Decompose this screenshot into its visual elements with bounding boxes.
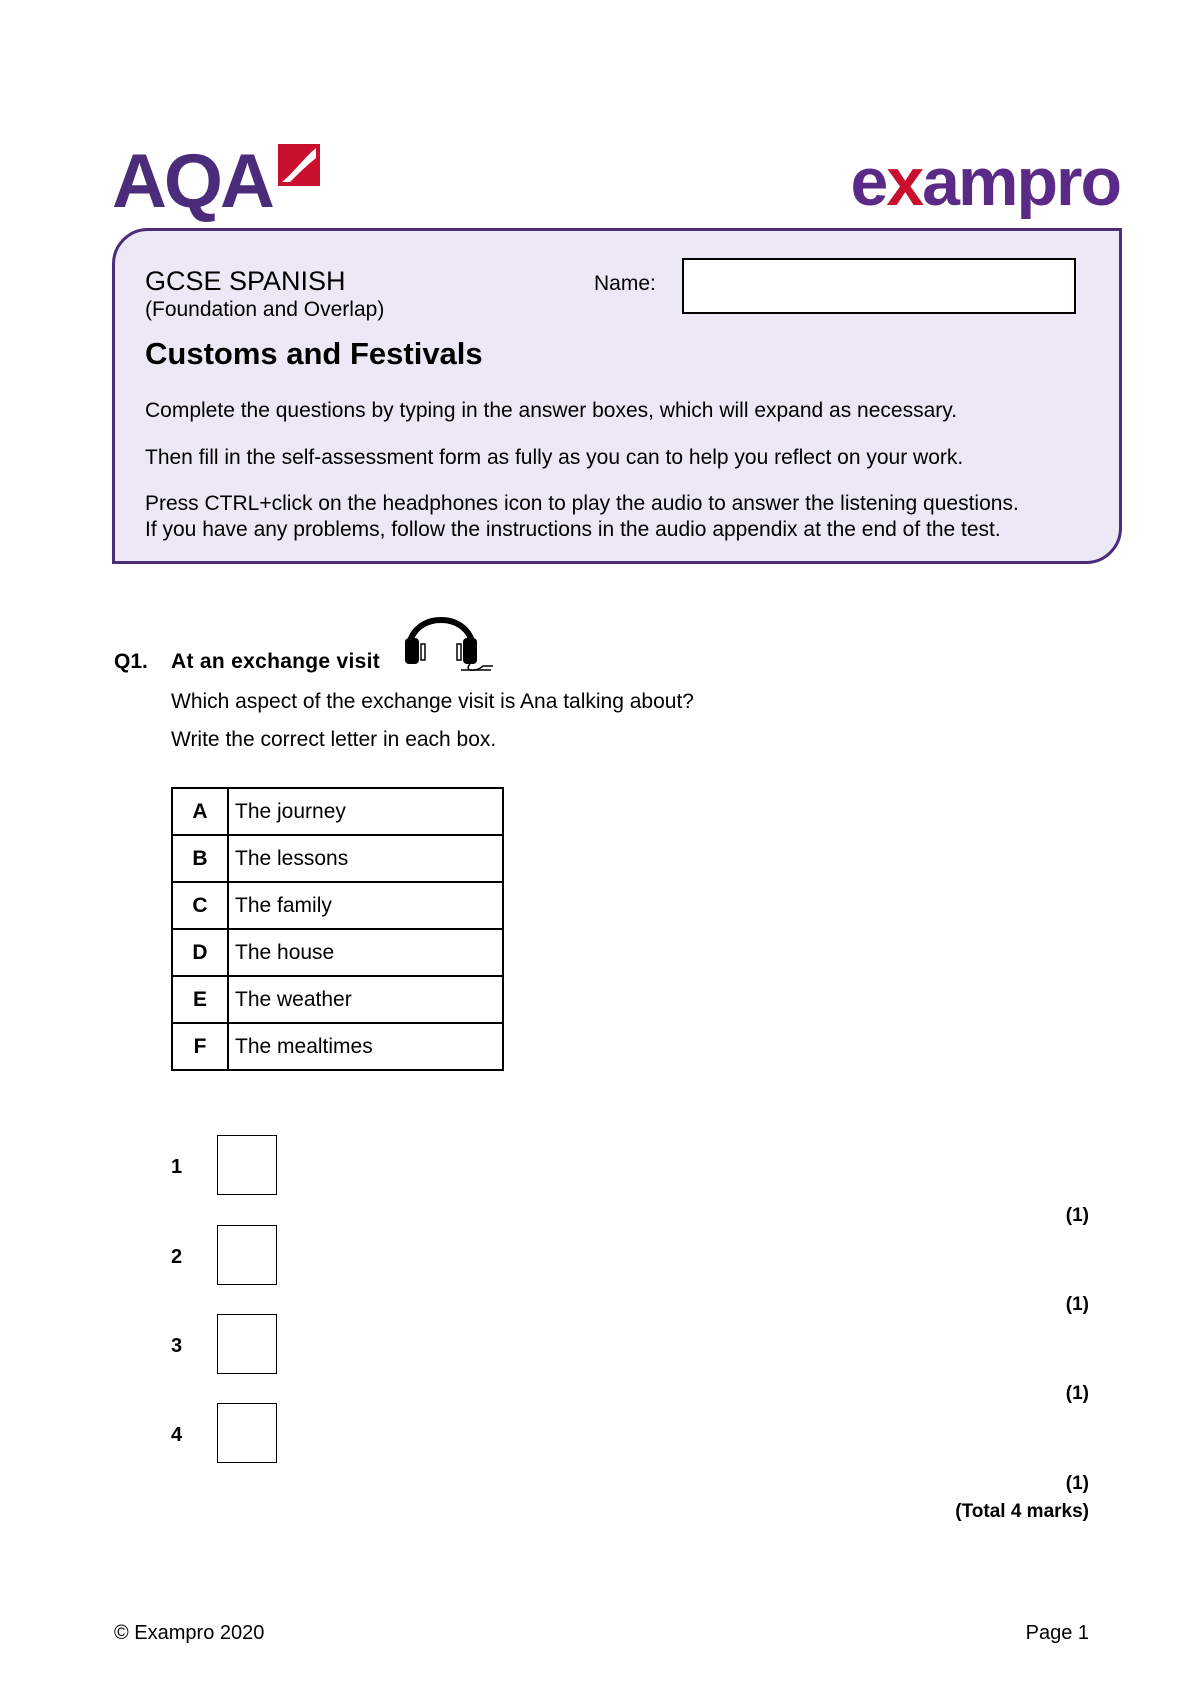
instruction-line: Press CTRL+click on the headphones icon to play the audio to answer the listening questions.: [145, 492, 1019, 515]
instruction-line: If you have any problems, follow the instructions in the audio appendix at the end of the test.: [145, 518, 1001, 541]
question-instruction: Write the correct letter in each box.: [171, 728, 497, 751]
exampro-logo-rest: ampro: [922, 144, 1120, 220]
topic-title: Customs and Festivals: [145, 336, 483, 371]
headphones-icon[interactable]: [403, 600, 493, 674]
option-text: The mealtimes: [228, 1023, 503, 1070]
answer-box[interactable]: [217, 1225, 277, 1285]
answer-number: 2: [171, 1246, 183, 1268]
name-label: Name:: [594, 272, 656, 295]
total-marks: (Total 4 marks): [955, 1501, 1089, 1522]
option-text: The house: [228, 929, 503, 976]
answer-box[interactable]: [217, 1403, 277, 1463]
copyright: © Exampro 2020: [114, 1622, 265, 1644]
options-table: [171, 787, 504, 1071]
question-title: At an exchange visit: [171, 650, 381, 673]
question-prompt: Which aspect of the exchange visit is Ana talking about?: [171, 690, 694, 713]
page-number: Page 1: [1025, 1622, 1089, 1644]
option-letter: D: [172, 929, 228, 976]
option-text: The journey: [228, 788, 503, 835]
option-row: [172, 929, 503, 976]
answer-number: 4: [171, 1424, 183, 1446]
aqa-logo-text: AQA: [112, 139, 272, 224]
instruction-line: Complete the questions by typing in the answer boxes, which will expand as necessary.: [145, 399, 958, 422]
marks-label: (1): [1065, 1473, 1089, 1494]
aqa-logo: [112, 139, 322, 224]
option-row: [172, 882, 503, 929]
option-text: The lessons: [228, 835, 503, 882]
exampro-logo: [850, 144, 1120, 220]
answer-number: 3: [171, 1335, 183, 1357]
exampro-logo-x: x: [886, 144, 923, 220]
option-letter: E: [172, 976, 228, 1023]
exampro-logo-e: e: [850, 144, 887, 220]
option-text: The weather: [228, 976, 503, 1023]
option-row: [172, 1023, 503, 1070]
marks-label: (1): [1065, 1205, 1089, 1226]
answer-box[interactable]: [217, 1135, 277, 1195]
answer-box[interactable]: [217, 1314, 277, 1374]
instruction-line: Then fill in the self-assessment form as fully as you can to help you reflect on your work.: [145, 446, 964, 469]
option-letter: A: [172, 788, 228, 835]
name-field[interactable]: [682, 258, 1076, 314]
answer-number: 1: [171, 1156, 183, 1178]
marks-label: (1): [1065, 1294, 1089, 1315]
level-subtitle: (Foundation and Overlap): [145, 298, 385, 321]
marks-label: (1): [1065, 1383, 1089, 1404]
option-letter: F: [172, 1023, 228, 1070]
option-text: The family: [228, 882, 503, 929]
aqa-logo-mark-icon: [276, 142, 322, 188]
option-letter: B: [172, 835, 228, 882]
subject-title: GCSE SPANISH: [145, 266, 346, 296]
question-number: Q1.: [114, 650, 148, 673]
option-row: [172, 976, 503, 1023]
option-row: [172, 788, 503, 835]
option-row: [172, 835, 503, 882]
option-letter: C: [172, 882, 228, 929]
